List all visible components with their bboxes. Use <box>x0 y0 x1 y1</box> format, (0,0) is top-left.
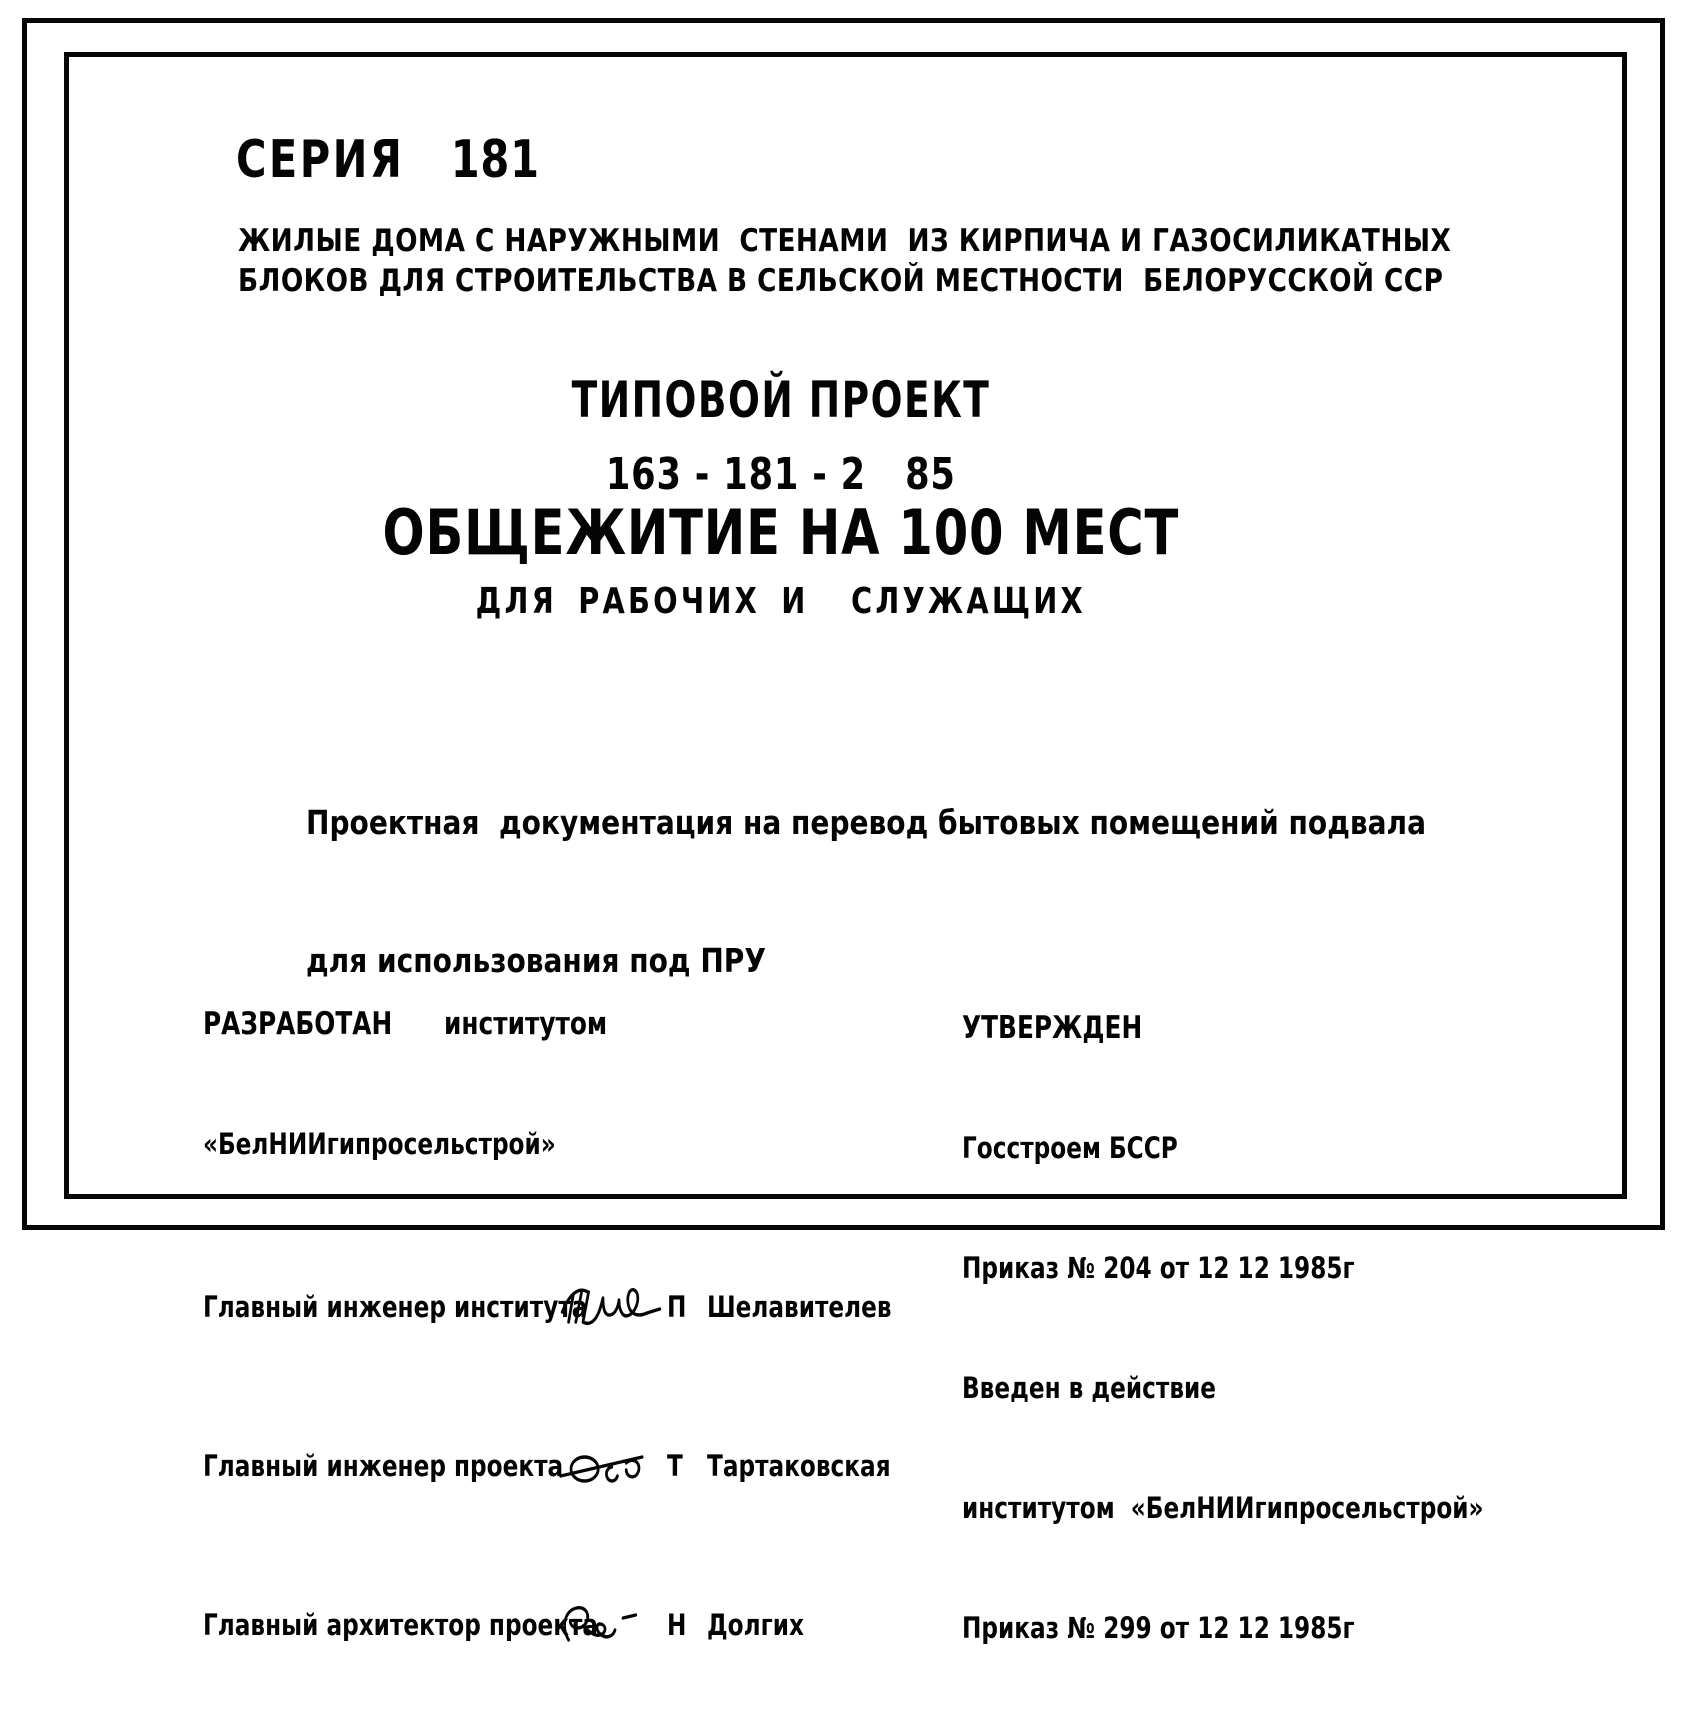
signatory-row-chief-architect-project <box>203 1602 892 1641</box>
signatory-role: Главный инженер института <box>203 1290 588 1324</box>
developed-institute: «БелНИИгипросельстрой» <box>203 1127 556 1161</box>
approved-enacted-institute: институтом «БелНИИгипросельстрой» <box>962 1491 1484 1525</box>
approved-enacted-label: Введен в действие <box>962 1371 1217 1405</box>
signatory-role: Главный инженер проекта <box>203 1449 564 1483</box>
approved-authority: Госстроем БССР <box>962 1131 1178 1165</box>
signature-dolgikh <box>559 1602 663 1648</box>
series-description-line2: БЛОКОВ ДЛЯ СТРОИТЕЛЬСТВА В СЕЛЬСКОЙ МЕСТНОСТИ БЕЛОРУССКОЙ ССР <box>238 263 1444 299</box>
approved-order-204: Приказ № 204 от 12 12 1985г <box>962 1251 1355 1285</box>
signatory-name: Долгих <box>707 1608 804 1642</box>
signatory-name: Шелавителев <box>707 1290 892 1324</box>
series-description-line1: ЖИЛЫЕ ДОМА С НАРУЖНЫМИ СТЕНАМИ ИЗ КИРПИЧА И ГАЗОСИЛИКАТНЫХ <box>238 223 1452 259</box>
signatory-initial: П <box>667 1290 687 1324</box>
series-heading <box>236 130 540 190</box>
signatory-name: Тартаковская <box>707 1449 891 1483</box>
documentation-note-line2: для использования под ПРУ <box>306 941 766 980</box>
project-type-title: ТИПОВОЙ ПРОЕКТ <box>571 371 991 429</box>
signature-shelavitelev <box>559 1284 663 1330</box>
series-number: 181 <box>450 130 540 190</box>
developed-heading: РАЗРАБОТАН институтом <box>203 1006 608 1042</box>
signatory-row-chief-engineer-project <box>203 1443 892 1482</box>
series-label: СЕРИЯ <box>236 130 405 190</box>
signatory-initial: Т <box>667 1449 683 1483</box>
main-title: ОБЩЕЖИТИЕ НА 100 МЕСТ <box>382 496 1180 569</box>
approved-heading: УТВЕРЖДЕН <box>962 1010 1143 1046</box>
developed-by-block <box>203 924 892 1721</box>
approved-order-299: Приказ № 299 от 12 12 1985г <box>962 1611 1355 1645</box>
signatory-initial: Н <box>667 1608 687 1642</box>
signature-tartakovskaya <box>559 1443 663 1489</box>
approved-by-block <box>962 928 1484 1728</box>
series-description <box>238 221 1451 301</box>
signatory-role: Главный архитектор проекта <box>203 1608 599 1642</box>
project-number: 163 - 181 - 2 85 <box>605 449 956 500</box>
documentation-note-line1: Проектная документация на перевод бытовых помещений подвала <box>306 803 1427 842</box>
signatory-row-chief-engineer-institute <box>203 1284 892 1323</box>
main-subtitle: ДЛЯ РАБОЧИХ И СЛУЖАЩИХ <box>475 581 1086 622</box>
